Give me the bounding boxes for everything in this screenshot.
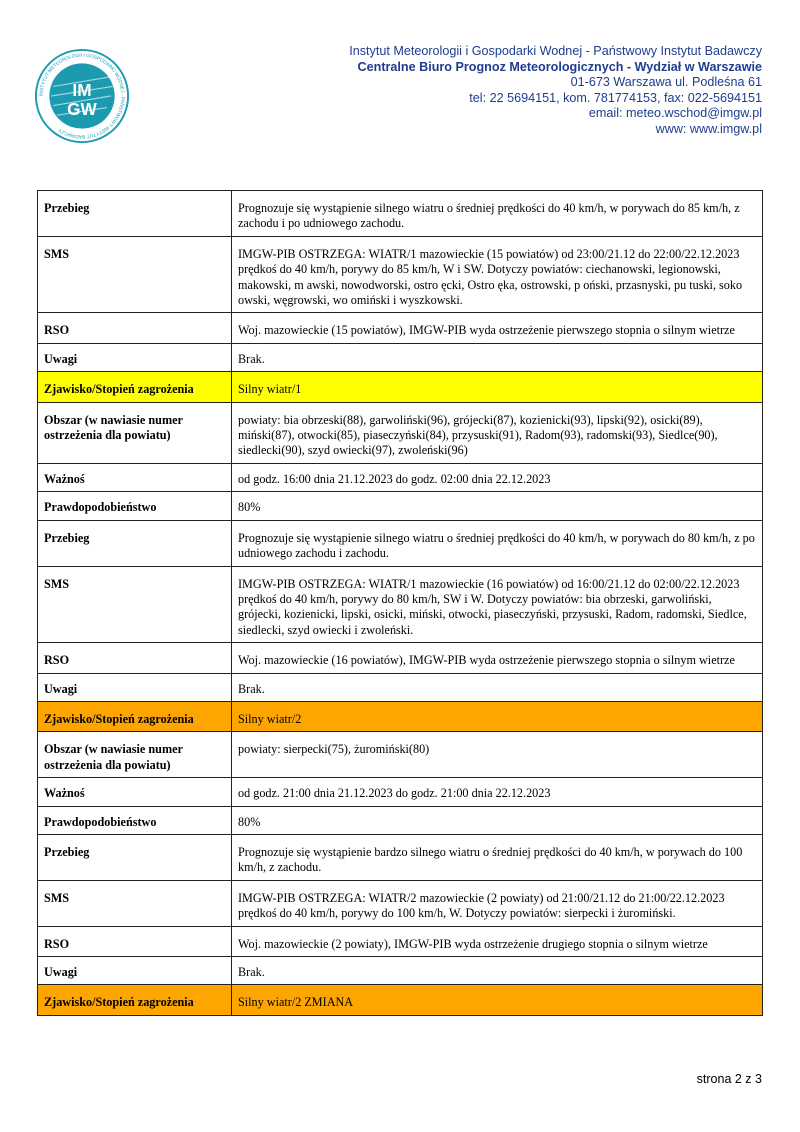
table-row [38, 926, 763, 956]
row-value: Silny wiatr/1 [232, 372, 763, 402]
row-value: Prognozuje się wystąpienie bardzo silnego wiatru o średniej prędkości do 40 km/h, w porywach do 100 km/h, z zachodu. [232, 834, 763, 880]
row-label: Przebieg [38, 834, 232, 880]
row-label: Obszar (w nawiasie numer ostrzeżenia dla powiatu) [38, 732, 232, 778]
table-row [38, 236, 763, 313]
table-row [38, 957, 763, 985]
table-row [38, 463, 763, 491]
row-value: 80% [232, 806, 763, 834]
table-row [38, 643, 763, 673]
warnings-table [37, 190, 763, 1016]
row-value: Silny wiatr/2 ZMIANA [232, 985, 763, 1015]
institute-name: Instytut Meteorologii i Gospodarki Wodnej - Państwowy Instytut Badawczy [349, 44, 762, 58]
row-label: Uwagi [38, 343, 232, 371]
address: 01-673 Warszawa ul. Podleśna 61 [570, 75, 762, 90]
row-value: IMGW-PIB OSTRZEGA: WIATR/1 mazowieckie (15 powiatów) od 23:00/21.12 do 22:00/22.12.2023 prędkoś do 40 km/h, porywy do 85 km/h, W i SW. Dotyczy powiatów: ciechanowski, legionowski, makowski, m awski, nowodworski, ostro ęcki, Ostro ęka, ostrowski, p oński, przasnyski, pu tuski, soko owski, węgrowski, wo omiński i wyszkowski. [232, 236, 763, 313]
row-value: Woj. mazowieckie (2 powiaty), IMGW-PIB wyda ostrzeżenie drugiego stopnia o silnym wietrze [232, 926, 763, 956]
logo-text-bottom: GW [67, 99, 97, 120]
row-value: Brak. [232, 343, 763, 371]
row-value: od godz. 16:00 dnia 21.12.2023 do godz. 02:00 dnia 22.12.2023 [232, 463, 763, 491]
row-value: od godz. 21:00 dnia 21.12.2023 do godz. 21:00 dnia 22.12.2023 [232, 778, 763, 806]
row-value: Prognozuje się wystąpienie silnego wiatru o średniej prędkości do 40 km/h, w porywach do 85 km/h, z zachodu i po udniowego zachodu. [232, 191, 763, 237]
row-label: Prawdopodobieństwo [38, 806, 232, 834]
logo-ring-text: INSTYTUT METEOROLOGII I GOSPODARKI WODNEJ · PAŃSTWOWY INSTYTUT BADAWCZY [39, 53, 125, 139]
row-value: IMGW-PIB OSTRZEGA: WIATR/1 mazowieckie (16 powiatów) od 16:00/21.12 do 02:00/22.12.2023 prędkoś do 40 km/h, porywy do 80 km/h, SW i W. Dotyczy powiatów: bia obrzeski, garwoliński, grójecki, kozienicki, lipski, osicki, miński, otwocki, piaseczyński, przysuski, Radom, radomski, Siedlce, siedlecki, szyd owiecki i zwoleński. [232, 566, 763, 643]
institute-header [349, 44, 762, 138]
table-row [38, 372, 763, 402]
row-label: RSO [38, 926, 232, 956]
table-row [38, 313, 763, 343]
table-row [38, 673, 763, 701]
row-label: SMS [38, 880, 232, 926]
row-label: SMS [38, 566, 232, 643]
row-value: IMGW-PIB OSTRZEGA: WIATR/2 mazowieckie (2 powiaty) od 21:00/21.12 do 21:00/22.12.2023 prędkoś do 40 km/h, porywy do 100 km/h, W. Dotyczy powiatów: sierpecki i żuromiński. [232, 880, 763, 926]
table-row [38, 778, 763, 806]
table-row [38, 191, 763, 237]
row-label: RSO [38, 313, 232, 343]
row-value: powiaty: bia obrzeski(88), garwoliński(96), grójecki(87), kozienicki(93), lipski(92), osicki(89), miński(87), otwocki(85), piaseczyński(84), przysuski(91), Radom(93), radomski(93), Siedlce(90), siedlecki(90), szyd owiecki(97), zwoleński(96) [232, 402, 763, 463]
table-row [38, 343, 763, 371]
table-row [38, 701, 763, 731]
email[interactable]: email: meteo.wschod@imgw.pl [588, 106, 762, 121]
row-value: Brak. [232, 673, 763, 701]
table-row [38, 402, 763, 463]
row-label: Obszar (w nawiasie numer ostrzeżenia dla powiatu) [38, 402, 232, 463]
table-row [38, 806, 763, 834]
row-value: Silny wiatr/2 [232, 701, 763, 731]
table-row [38, 520, 763, 566]
row-label: Zjawisko/Stopień zagrożenia [38, 701, 232, 731]
row-label: Ważnoś [38, 778, 232, 806]
row-label: Prawdopodobieństwo [38, 492, 232, 520]
row-label: Przebieg [38, 191, 232, 237]
table-row [38, 985, 763, 1015]
row-value: Woj. mazowieckie (16 powiatów), IMGW-PIB wyda ostrzeżenie pierwszego stopnia o silnym wietrze [232, 643, 763, 673]
row-label: Uwagi [38, 673, 232, 701]
row-label: RSO [38, 643, 232, 673]
page-number: strona 2 z 3 [696, 1072, 762, 1086]
row-label: Zjawisko/Stopień zagrożenia [38, 985, 232, 1015]
row-label: SMS [38, 236, 232, 313]
website[interactable]: www: www.imgw.pl [655, 121, 762, 136]
row-label: Ważnoś [38, 463, 232, 491]
table-row [38, 492, 763, 520]
table-row [38, 834, 763, 880]
row-value: Brak. [232, 957, 763, 985]
table-row [38, 566, 763, 643]
row-value: Prognozuje się wystąpienie silnego wiatru o średniej prędkości do 40 km/h, w porywach do 80 km/h, z po udniowego zachodu i zachodu. [232, 520, 763, 566]
row-value: Woj. mazowieckie (15 powiatów), IMGW-PIB wyda ostrzeżenie pierwszego stopnia o silnym wietrze [232, 313, 763, 343]
row-label: Przebieg [38, 520, 232, 566]
row-label: Zjawisko/Stopień zagrożenia [38, 372, 232, 402]
division-name: Centralne Biuro Prognoz Meteorologicznych - Wydział w Warszawie [357, 59, 762, 74]
table-row [38, 732, 763, 778]
row-value: powiaty: sierpecki(75), żuromiński(80) [232, 732, 763, 778]
row-label: Uwagi [38, 957, 232, 985]
table-row [38, 880, 763, 926]
row-value: 80% [232, 492, 763, 520]
phone: tel: 22 5694151, kom. 781774153, fax: 022-5694151 [469, 90, 762, 105]
imgw-logo [34, 48, 130, 144]
logo-text-top: IM [72, 80, 92, 100]
